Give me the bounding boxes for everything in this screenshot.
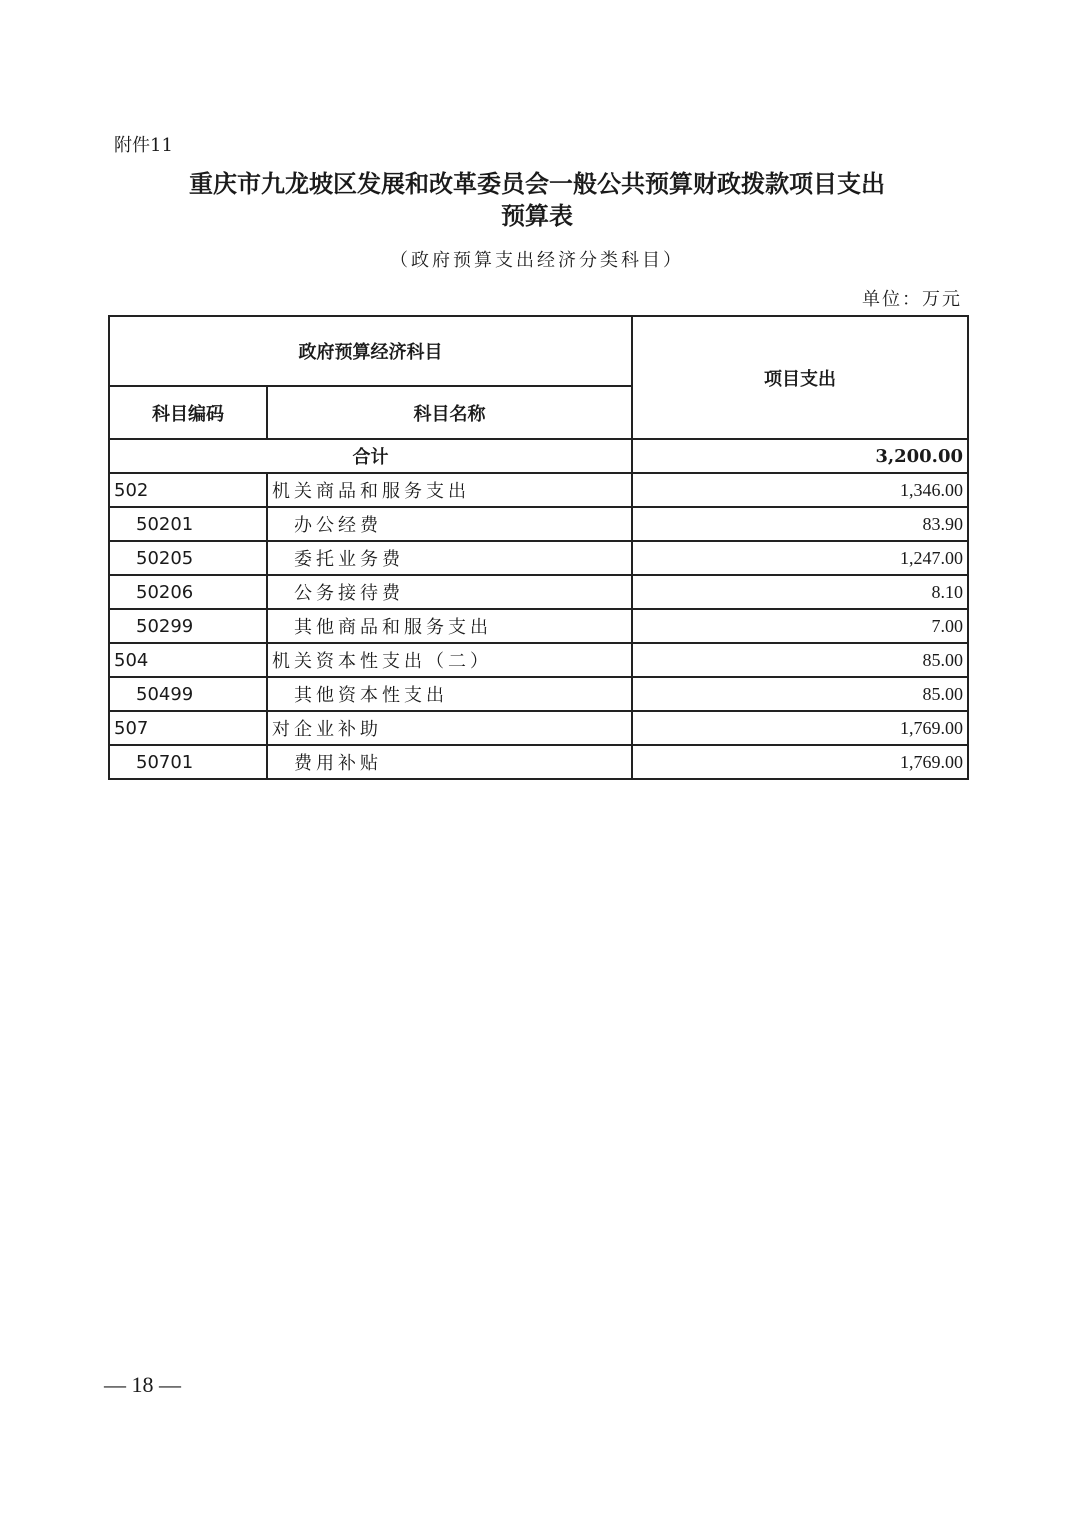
row-name-cell: 其他资本性支出 [267, 677, 632, 711]
header-group-cell: 政府预算经济科目 [109, 316, 632, 386]
row-amount-cell: 1,346.00 [632, 473, 968, 507]
page-title [100, 168, 974, 232]
table-header-row-1 [109, 316, 968, 386]
page-subtitle: （政府预算支出经济分类科目） [390, 250, 684, 271]
row-code-cell: 50499 [109, 677, 267, 711]
title-line-1: 重庆市九龙坡区发展和改革委员会一般公共预算财政拨款项目支出 [189, 169, 885, 198]
row-amount-cell: 1,247.00 [632, 541, 968, 575]
header-name-cell: 科目名称 [267, 386, 632, 439]
table-row [109, 609, 968, 643]
header-code-cell: 科目编码 [109, 386, 267, 439]
row-name-cell: 其他商品和服务支出 [267, 609, 632, 643]
row-amount-cell: 7.00 [632, 609, 968, 643]
row-name-cell: 机关商品和服务支出 [267, 473, 632, 507]
row-code-cell: 50701 [109, 745, 267, 779]
row-amount-cell: 1,769.00 [632, 745, 968, 779]
table-row [109, 677, 968, 711]
page-number: — 18 — [104, 1372, 181, 1397]
unit-label: 单位：万元 [862, 289, 962, 310]
budget-table [108, 315, 969, 780]
row-code-cell: 504 [109, 643, 267, 677]
row-name-cell: 对企业补助 [267, 711, 632, 745]
row-code-cell: 50201 [109, 507, 267, 541]
row-code-cell: 50205 [109, 541, 267, 575]
table-row [109, 711, 968, 745]
table-row [109, 507, 968, 541]
row-amount-cell: 83.90 [632, 507, 968, 541]
total-row [109, 439, 968, 473]
row-name-cell: 费用补贴 [267, 745, 632, 779]
row-code-cell: 507 [109, 711, 267, 745]
row-amount-cell: 1,769.00 [632, 711, 968, 745]
row-name-cell: 办公经费 [267, 507, 632, 541]
row-amount-cell: 85.00 [632, 643, 968, 677]
header-amount-cell: 项目支出 [632, 316, 968, 439]
row-code-cell: 50206 [109, 575, 267, 609]
table-row [109, 745, 968, 779]
table-row [109, 473, 968, 507]
row-name-cell: 机关资本性支出（二） [267, 643, 632, 677]
attachment-label: 附件11 [114, 135, 173, 156]
row-amount-cell: 8.10 [632, 575, 968, 609]
row-name-cell: 委托业务费 [267, 541, 632, 575]
total-label-cell: 合计 [109, 439, 632, 473]
table-row [109, 541, 968, 575]
table-row [109, 575, 968, 609]
row-code-cell: 502 [109, 473, 267, 507]
table-row [109, 643, 968, 677]
row-code-cell: 50299 [109, 609, 267, 643]
row-name-cell: 公务接待费 [267, 575, 632, 609]
title-line-2: 预算表 [501, 201, 573, 230]
total-value-cell: 3,200.00 [632, 439, 968, 473]
row-amount-cell: 85.00 [632, 677, 968, 711]
